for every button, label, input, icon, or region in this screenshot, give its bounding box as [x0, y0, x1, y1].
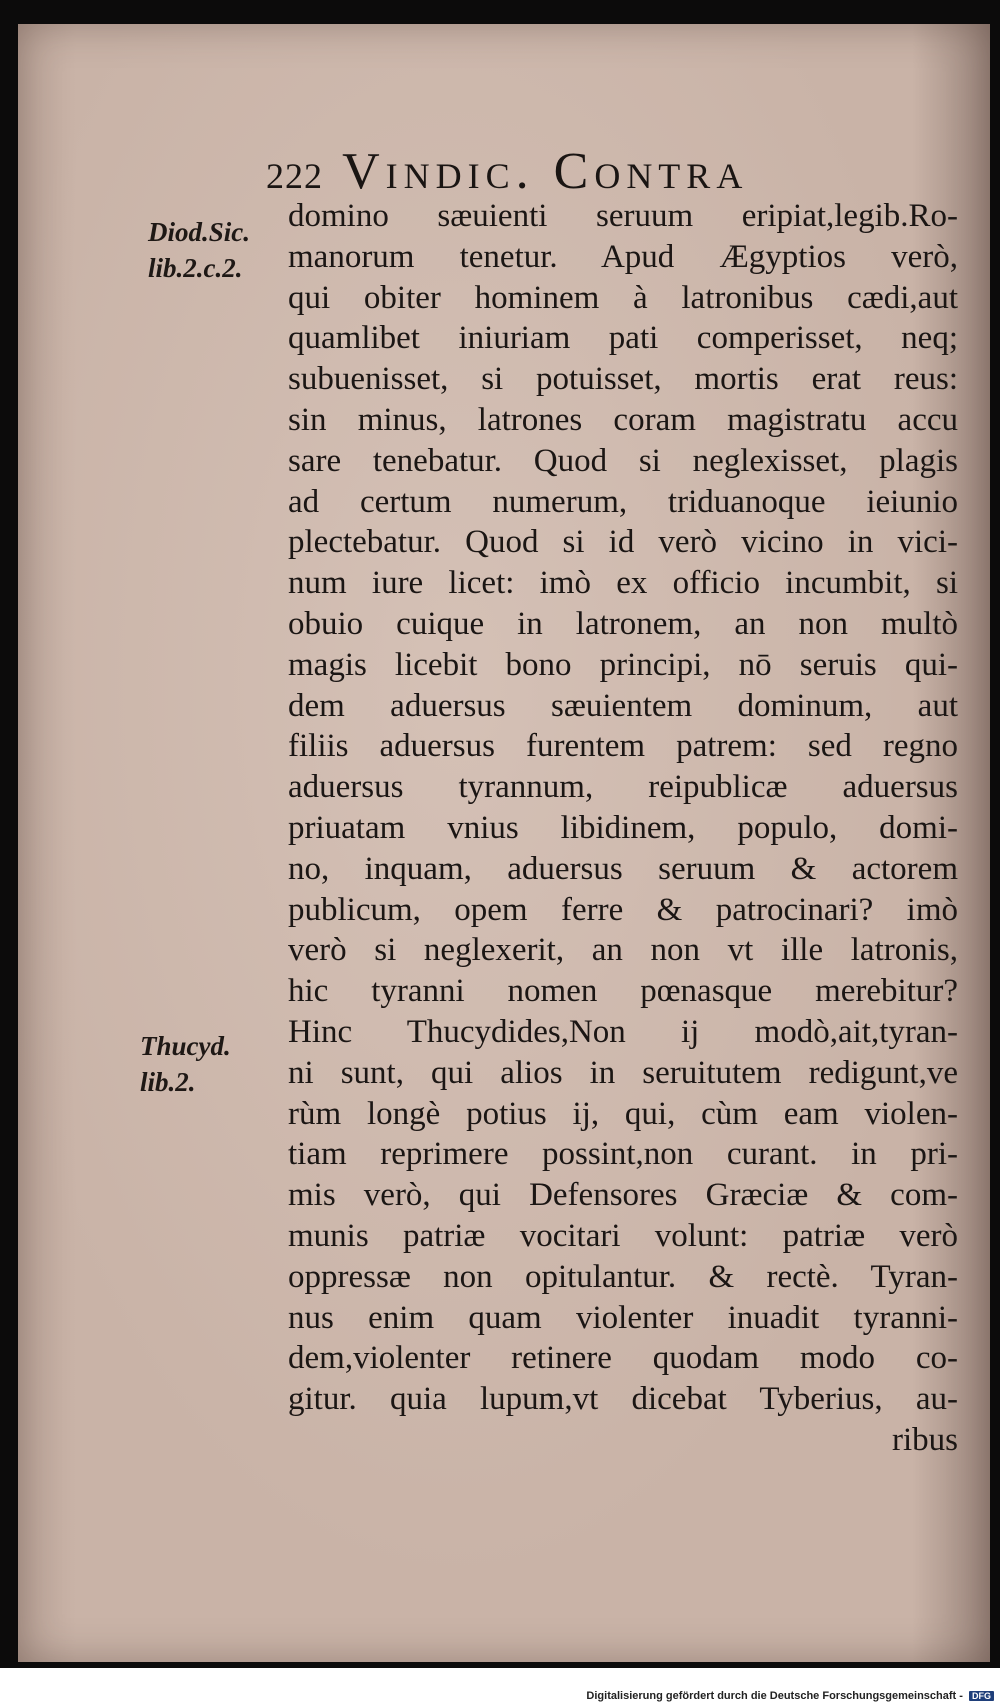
text-line: obuio cuique in latronem, an non multò [288, 605, 958, 642]
text-line: oppressæ non opitulantur. & rectè. Tyran- [288, 1258, 958, 1295]
text-line: plectebatur. Quod si id verò vicino in vici- [288, 524, 958, 561]
text-line: publicum, opem ferre & patrocinari? imò [288, 891, 958, 928]
text-line: ni sunt, qui alios in seruitutem redigunt,ve [288, 1054, 958, 1091]
text-line: priuatam vnius libidinem, populo, domi- [288, 809, 958, 846]
text-line: gitur. quia lupum,vt dicebat Tyberius, au- [288, 1381, 958, 1418]
text-line: sare tenebatur. Quod si neglexisset, plagis [288, 442, 958, 479]
running-title: Vindic. Contra [342, 143, 749, 200]
text-line: verò si neglexerit, an non vt ille latronis, [288, 932, 958, 969]
text-line: nus enim quam violenter inuadit tyranni- [288, 1299, 958, 1336]
margin-note-diodorus [148, 214, 250, 286]
catchword: ribus [892, 1421, 958, 1458]
body-text [288, 196, 958, 1461]
text-line: ad certum numerum, triduanoque ieiunio [288, 483, 958, 520]
text-line: Hinc Thucydides,Non ij modò,ait,tyran- [288, 1013, 958, 1050]
text-line: qui obiter hominem à latronibus cædi,aut [288, 279, 958, 316]
text-line: filiis aduersus furentem patrem: sed regno [288, 728, 958, 765]
page-number: 222 [266, 156, 323, 196]
text-line: manorum tenetur. Apud Ægyptios verò, [288, 238, 958, 275]
text-line: dem aduersus sæuientem dominum, aut [288, 687, 958, 724]
text-line: mis verò, qui Defensores Græciæ & com- [288, 1177, 958, 1214]
text-line: aduersus tyrannum, reipublicæ aduersus [288, 769, 958, 806]
text-line: rùm longè potius ij, qui, cùm eam violen- [288, 1095, 958, 1132]
margin-note-line: lib.2. [140, 1067, 196, 1097]
credit-text: Digitalisierung gefördert durch die Deutsche Forschungsgemeinschaft - [586, 1690, 963, 1702]
text-line: sin minus, latrones coram magistratu accu [288, 401, 958, 438]
text-line: munis patriæ vocitari volunt: patriæ verò [288, 1217, 958, 1254]
margin-note-line: Diod.Sic. [148, 217, 251, 247]
text-line: dem,violenter retinere quodam modo co- [288, 1340, 958, 1377]
text-line: tiam reprimere possint,non curant. in pri- [288, 1136, 958, 1173]
text-line: subuenisset, si potuisset, mortis erat reus: [288, 361, 958, 398]
text-line: domino sæuienti seruum eripiat,legib.Ro- [288, 198, 958, 234]
margin-note-line: Thucyd. [140, 1031, 231, 1061]
margin-note-line: lib.2.c.2. [148, 253, 243, 283]
text-line: quamlibet iniuriam pati comperisset, neq; [288, 320, 958, 357]
text-line: no, inquam, aduersus seruum & actorem [288, 850, 958, 887]
text-line: hic tyranni nomen pœnasque merebitur? [288, 973, 958, 1010]
digitization-credit [586, 1690, 994, 1702]
book-page [18, 24, 990, 1662]
text-line: magis licebit bono principi, nō seruis qui- [288, 646, 958, 683]
text-line: num iure licet: imò ex officio incumbit, si [288, 565, 958, 602]
margin-note-thucydides [140, 1028, 231, 1100]
dfg-logo: DFG [969, 1691, 994, 1701]
